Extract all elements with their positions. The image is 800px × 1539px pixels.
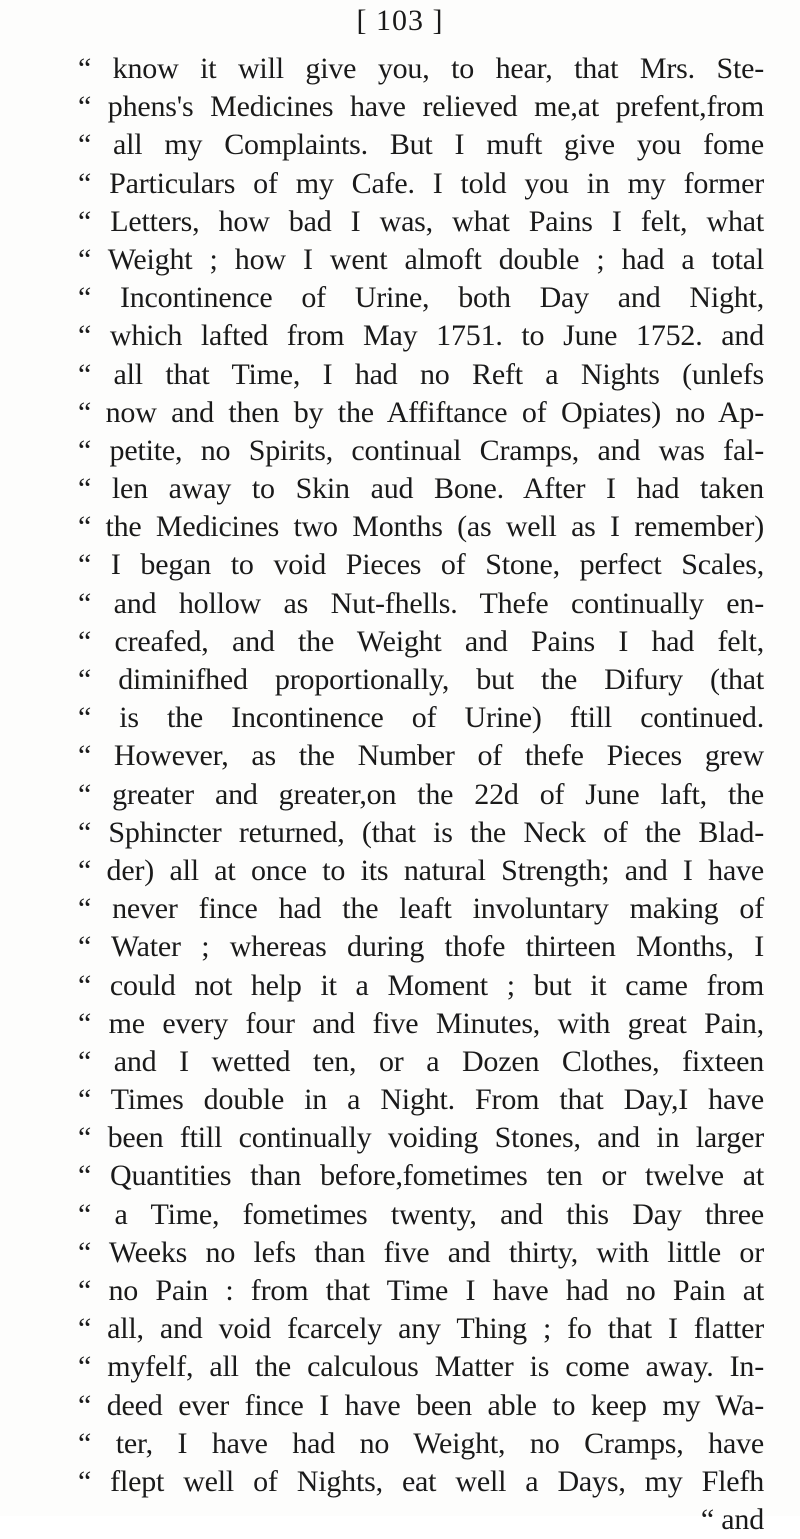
text-line: “ der) all at once to its natural Strength; and I have	[78, 853, 764, 887]
text-line: “ Particulars of my Cafe. I told you in my former	[78, 166, 764, 200]
text-line: “ phens's Medicines have relieved me,at prefent,from	[78, 90, 764, 124]
text-line: “ all that Time, I had no Reft a Nights (unlefs	[78, 357, 764, 391]
page-number: [ 103 ]	[356, 4, 444, 37]
text-line: “ Times double in a Night. From that Day,I have	[78, 1083, 764, 1117]
text-line: “ me every four and five Minutes, with great Pain,	[78, 1006, 764, 1040]
text-line: “ Quantities than before,fometimes ten or twelve at	[78, 1159, 764, 1193]
text-line: “ ter, I have had no Weight, no Cramps, have	[78, 1426, 764, 1460]
text-line: “ never fince had the leaft involuntary making of	[78, 892, 764, 926]
text-line: “ Incontinence of Urine, both Day and Night,	[78, 281, 764, 315]
text-line: “ Sphincter returned, (that is the Neck of the Blad-	[78, 815, 764, 849]
text-line: “ Water ; whereas during thofe thirteen Months, I	[78, 930, 764, 964]
text-line: “ I began to void Pieces of Stone, perfect Scales,	[78, 548, 764, 582]
text-line: “ Letters, how bad I was, what Pains I felt, what	[78, 204, 764, 238]
text-line: “ the Medicines two Months (as well as I remember)	[78, 510, 764, 544]
text-line: “ flept well of Nights, eat well a Days, my Flefh	[78, 1464, 764, 1498]
text-line: “ Weight ; how I went almoft double ; had a total	[78, 242, 764, 276]
text-line: “ Weeks no lefs than five and thirty, with little or	[78, 1235, 764, 1269]
text-line: “ could not help it a Moment ; but it came from	[78, 968, 764, 1002]
text-line: “ len away to Skin aud Bone. After I had taken	[78, 472, 764, 506]
text-line: “ and I wetted ten, or a Dozen Clothes, fixteen	[78, 1044, 764, 1078]
text-line: “ diminifhed proportionally, but the Difury (that	[78, 663, 764, 696]
text-line: “ been ftill continually voiding Stones, and in larger	[78, 1121, 764, 1155]
text-line: “ no Pain : from that Time I have had no Pain at	[78, 1274, 764, 1307]
text-line: “ petite, no Spirits, continual Cramps, and was fal-	[78, 433, 764, 467]
text-line: “ a Time, fometimes twenty, and this Day three	[78, 1197, 764, 1231]
text-line: “ However, as the Number of thefe Pieces grew	[78, 739, 764, 773]
text-line: “ which lafted from May 1751. to June 1752. and	[78, 319, 764, 353]
text-line: “ and hollow as Nut-fhells. Thefe continually en-	[78, 586, 764, 620]
text-line: “ myfelf, all the calculous Matter is come away. In-	[78, 1350, 764, 1384]
catchword: “ and	[700, 1503, 764, 1537]
text-line: “ is the Incontinence of Urine) ftill continued.	[78, 701, 764, 735]
text-line: “ greater and greater,on the 22d of June laft, the	[78, 777, 764, 811]
text-line: “ now and then by the Affiftance of Opiates) no Ap-	[78, 395, 764, 429]
text-line: “ creafed, and the Weight and Pains I had felt,	[78, 624, 764, 658]
text-line: “ all my Complaints. But I muft give you fome	[78, 128, 764, 162]
letter-text	[78, 50, 764, 1539]
text-line: “ know it will give you, to hear, that Mrs. Ste-	[78, 52, 764, 85]
text-line: “ deed ever fince I have been able to keep my Wa-	[78, 1388, 764, 1422]
text-line: “ all, and void fcarcely any Thing ; fo that I flatter	[78, 1312, 764, 1346]
